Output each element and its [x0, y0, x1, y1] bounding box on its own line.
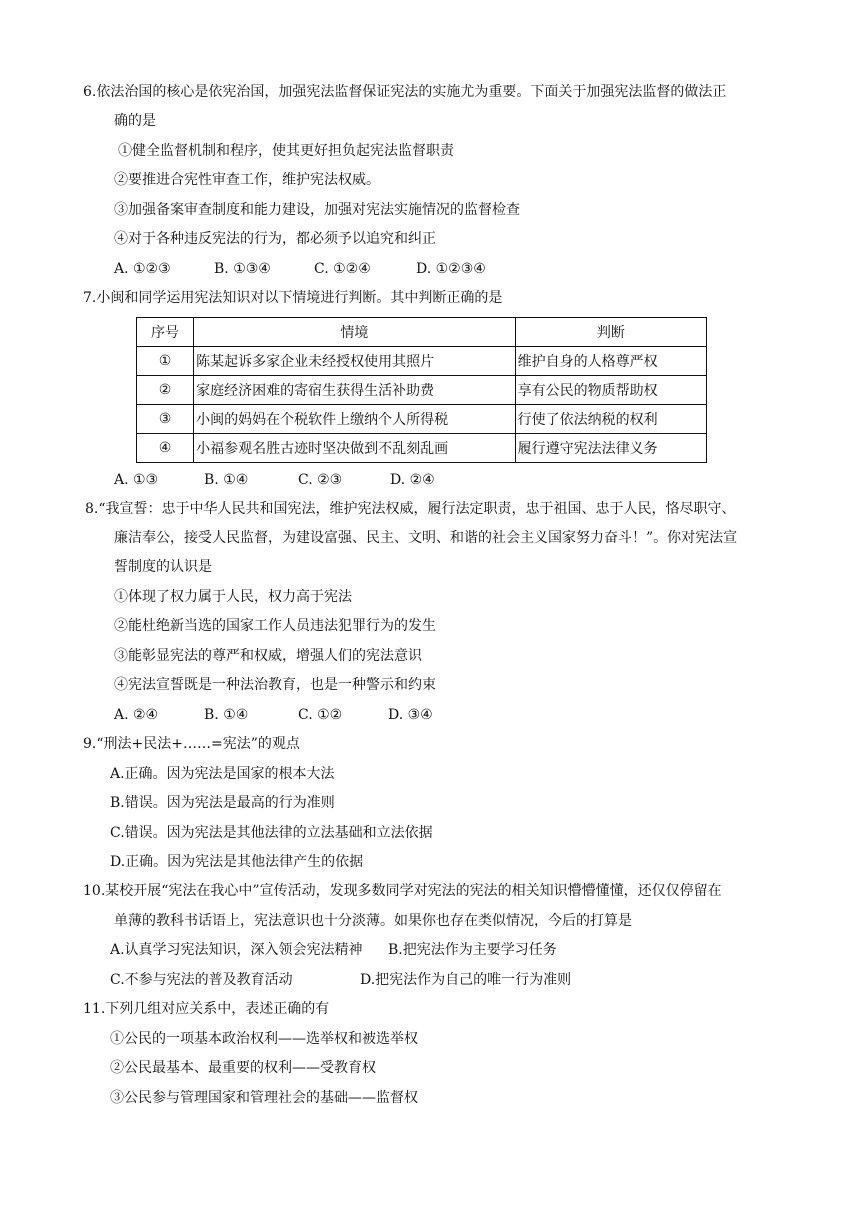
q6-stem-line1: 6.依法治国的核心是依宪治国，加强宪法监督保证宪法的实施尤为重要。下面关于加强宪法监督的做法正	[83, 84, 727, 100]
q8-stem-line2: 廉洁奉公，接受人民监督，为建设富强、民主、文明、和谐的社会主义国家努力奋斗！”。你对宪法宣	[114, 530, 738, 546]
table-header-cell: 判断	[515, 318, 706, 347]
q6-stem-line2: 确的是	[114, 113, 156, 129]
q10-option-c: C.不参与宪法的普及教育活动	[110, 972, 293, 988]
q6-item-4: ④对于各种违反宪法的行为，都必须予以追究和纠正	[114, 231, 436, 247]
table-cell: 家庭经济困难的寄宿生获得生活补助费	[194, 376, 516, 405]
q11-item-1: ①公民的一项基本政治权利——选举权和被选举权	[110, 1031, 418, 1047]
table-cell: ④	[137, 434, 194, 463]
q6-option-d: D. ①②③④	[416, 261, 486, 277]
table-row	[137, 347, 707, 376]
table-cell: 陈某起诉多家企业未经授权使用其照片	[194, 347, 516, 376]
table-cell: ①	[137, 347, 194, 376]
table-cell: 小闽的妈妈在个税软件上缴纳个人所得税	[194, 405, 516, 434]
q9-option-b: B.错误。因为宪法是最高的行为准则	[110, 795, 335, 811]
q7-option-d: D. ②④	[390, 472, 435, 488]
table-cell: ②	[137, 376, 194, 405]
table-header-cell: 序号	[137, 318, 194, 347]
q9-option-c: C.错误。因为宪法是其他法律的立法基础和立法依据	[110, 825, 433, 841]
q6-option-b: B. ①③④	[214, 261, 271, 277]
q7-option-b: B. ①④	[204, 472, 249, 488]
q11-item-2: ②公民最基本、最重要的权利——受教育权	[110, 1060, 376, 1076]
q10-option-b: B.把宪法作为主要学习任务	[388, 942, 557, 958]
table-cell: 行使了依法纳税的权利	[515, 405, 706, 434]
q6-option-a: A. ①②③	[114, 261, 171, 277]
q6-options	[114, 260, 486, 278]
q8-option-d: D. ③④	[388, 707, 433, 723]
q7-table	[136, 317, 707, 463]
q7-stem: 7.小闽和同学运用宪法知识对以下情境进行判断。其中判断正确的是	[83, 290, 503, 306]
table-cell: 小福参观名胜古迹时坚决做到不乱刻乱画	[194, 434, 516, 463]
q6-item-3: ③加强备案审查制度和能力建设，加强对宪法实施情况的监督检查	[114, 202, 520, 218]
q6-item-2: ②要推进合宪性审查工作，维护宪法权威。	[114, 172, 380, 188]
q8-option-b: B. ①④	[204, 707, 249, 723]
q8-item-2: ②能杜绝新当选的国家工作人员违法犯罪行为的发生	[114, 618, 436, 634]
q8-item-3: ③能彰显宪法的尊严和权威，增强人们的宪法意识	[114, 648, 422, 664]
q6-option-c: C. ①②④	[314, 261, 371, 277]
q7-options	[114, 471, 435, 489]
q11-stem: 11.下列几组对应关系中，表述正确的有	[83, 1001, 330, 1017]
table-header-cell: 情境	[194, 318, 516, 347]
q8-item-1: ①体现了权力属于人民，权力高于宪法	[114, 589, 352, 605]
q10-stem-line1: 10.某校开展“宪法在我心中”宣传活动，发现多数同学对宪法的宪法的相关知识懵懵懂懂，还仅仅停留在	[83, 883, 722, 899]
q10-option-a: A.认真学习宪法知识，深入领会宪法精神	[110, 942, 363, 958]
q6-item-1: ①健全监督机制和程序，使其更好担负起宪法监督职责	[118, 143, 454, 159]
table-row	[137, 405, 707, 434]
q9-option-d: D.正确。因为宪法是其他法律产生的依据	[110, 854, 364, 870]
q8-option-c: C. ①②	[298, 707, 343, 723]
table-cell: 履行遵守宪法法律义务	[515, 434, 706, 463]
q9-option-a: A.正确。因为宪法是国家的根本大法	[110, 766, 335, 782]
q10-stem-line2: 单薄的教科书话语上，宪法意识也十分淡薄。如果你也存在类似情况，今后的打算是	[114, 913, 632, 929]
table-row	[137, 376, 707, 405]
q7-option-a: A. ①③	[114, 472, 159, 488]
table-header-row	[137, 318, 707, 347]
table-row	[137, 434, 707, 463]
q8-item-4: ④宪法宣誓既是一种法治教育，也是一种警示和约束	[114, 677, 436, 693]
table-cell: ③	[137, 405, 194, 434]
q9-stem: 9.“刑法+民法+……=宪法”的观点	[83, 736, 300, 752]
q8-stem-line3: 誓制度的认识是	[114, 559, 212, 575]
q7-option-c: C. ②③	[298, 472, 343, 488]
q8-option-a: A. ②④	[114, 707, 159, 723]
q10-option-d: D.把宪法作为自己的唯一行为准则	[360, 972, 572, 988]
q10-options-row2	[110, 971, 571, 989]
q10-options-row1	[110, 941, 557, 959]
q8-options	[114, 706, 433, 724]
table-cell: 享有公民的物质帮助权	[515, 376, 706, 405]
q8-stem-line1: 8.“我宣誓：忠于中华人民共和国宪法，维护宪法权威，履行法定职责，忠于祖国、忠于人民，恪尽职守、	[85, 501, 736, 517]
q11-item-3: ③公民参与管理国家和管理社会的基础——监督权	[110, 1090, 418, 1106]
table-cell: 维护自身的人格尊严权	[515, 347, 706, 376]
